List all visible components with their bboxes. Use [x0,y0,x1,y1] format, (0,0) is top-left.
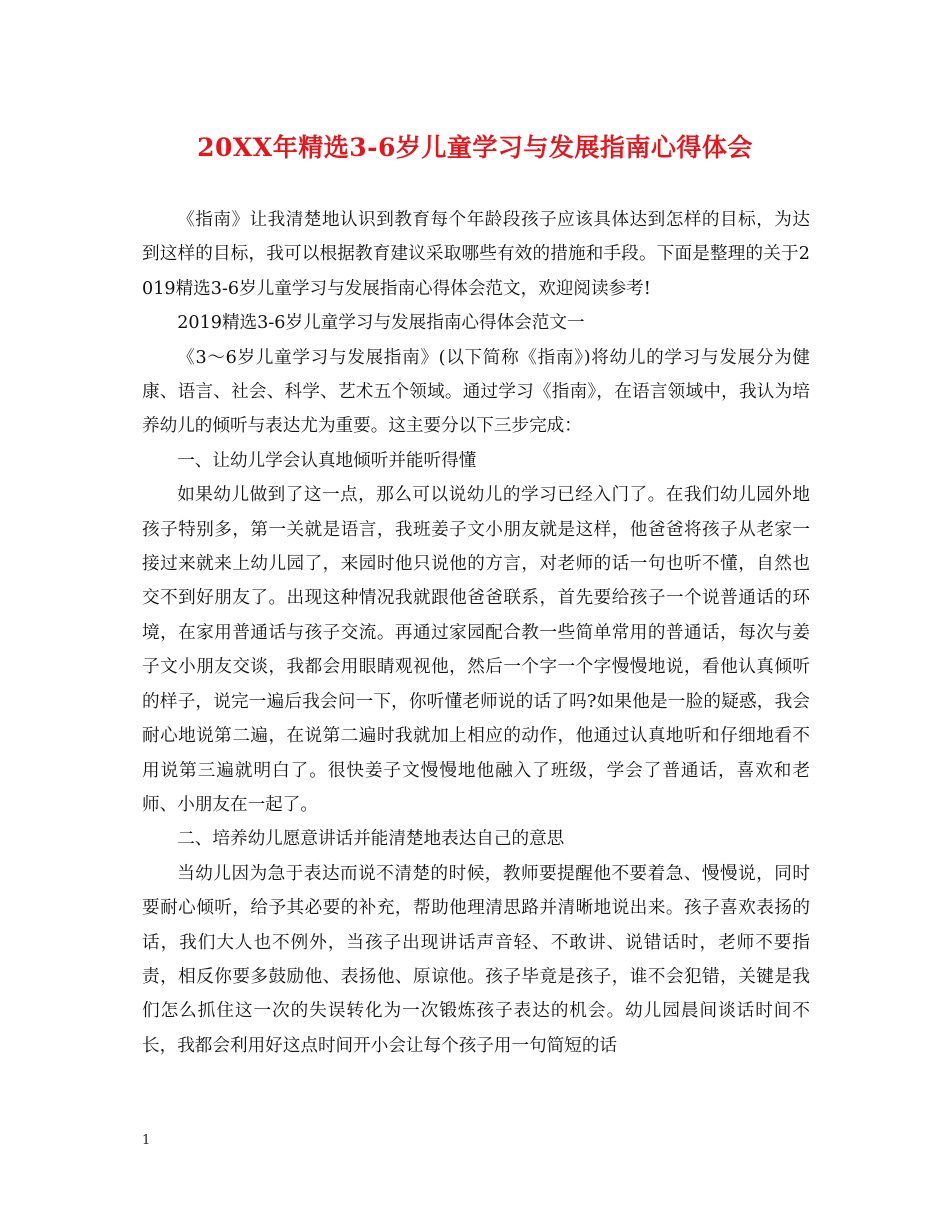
section-heading-two: 二、培养幼儿愿意讲话并能清楚地表达自己的意思 [177,829,565,850]
document-body [142,203,810,1063]
section-heading-one: 一、让幼儿学会认真地倾听并能听得懂 [177,450,477,471]
paragraph-section-two: 当幼儿因为急于表达而说不清楚的时候，教师要提醒他不要着急、慢慢说，同时要耐心倾听，给予其必要的补充，帮助他理清思路并清晰地说出来。孩子喜欢表扬的话，我们大人也不例外，当孩子出现讲话声音轻、不敢讲、说错话时，老师不要指责，相反你要多鼓励他、表扬他、原谅他。孩子毕竟是孩子，谁不会犯错，关键是我们怎么抓住这一次的失误转化为一次锻炼孩子表达的机会。幼儿园晨间谈话时间不长，我都会利用好这点时间开小会让每个孩子用一句简短的话 [142,863,810,1056]
paragraph-overview: 《3～6岁儿童学习与发展指南》(以下简称《指南》)将幼儿的学习与发展分为健康、语言、社会、科学、艺术五个领域。通过学习《指南》，在语言领域中，我认为培养幼儿的倾听与表达尤为重要。这主要分以下三步完成： [142,347,810,437]
paragraph-section-one: 如果幼儿做到了这一点，那么可以说幼儿的学习已经入门了。在我们幼儿园外地孩子特别多，第一关就是语言，我班姜子文小朋友就是这样，他爸爸将孩子从老家一接过来就来上幼儿园了，来园时他只说他的方言，对老师的话一句也听不懂，自然也交不到好朋友了。出现这种情况我就跟他爸爸联系，首先要给孩子一个说普通话的环境，在家用普通话与孩子交流。再通过家园配合教一些简单常用的普通话，每次与姜子文小朋友交谈，我都会用眼睛观视他，然后一个字一个字慢慢地说，看他认真倾听的样子，说完一遍后我会问一下，你听懂老师说的话了吗?如果他是一脸的疑惑，我会耐心地说第二遍，在说第二遍时我就加上相应的动作，他通过认真地听和仔细地看不用说第三遍就明白了。很快姜子文慢慢地他融入了班级，学会了普通话，喜欢和老师、小朋友在一起了。 [142,485,810,815]
page-number: 1 [142,1133,151,1148]
document-title: 20XX年精选3-6岁儿童学习与发展指南心得体会 [197,133,753,162]
paragraph-intro: 《指南》让我清楚地认识到教育每个年龄段孩子应该具体达到怎样的目标，为达到这样的目标，我可以根据教育建议采取哪些有效的措施和手段。下面是整理的关于2019精选3-6岁儿童学习与发展指南心得体会范文，欢迎阅读参考! [142,210,810,299]
paragraph-heading-sample-one: 2019精选3-6岁儿童学习与发展指南心得体会范文一 [177,313,585,334]
